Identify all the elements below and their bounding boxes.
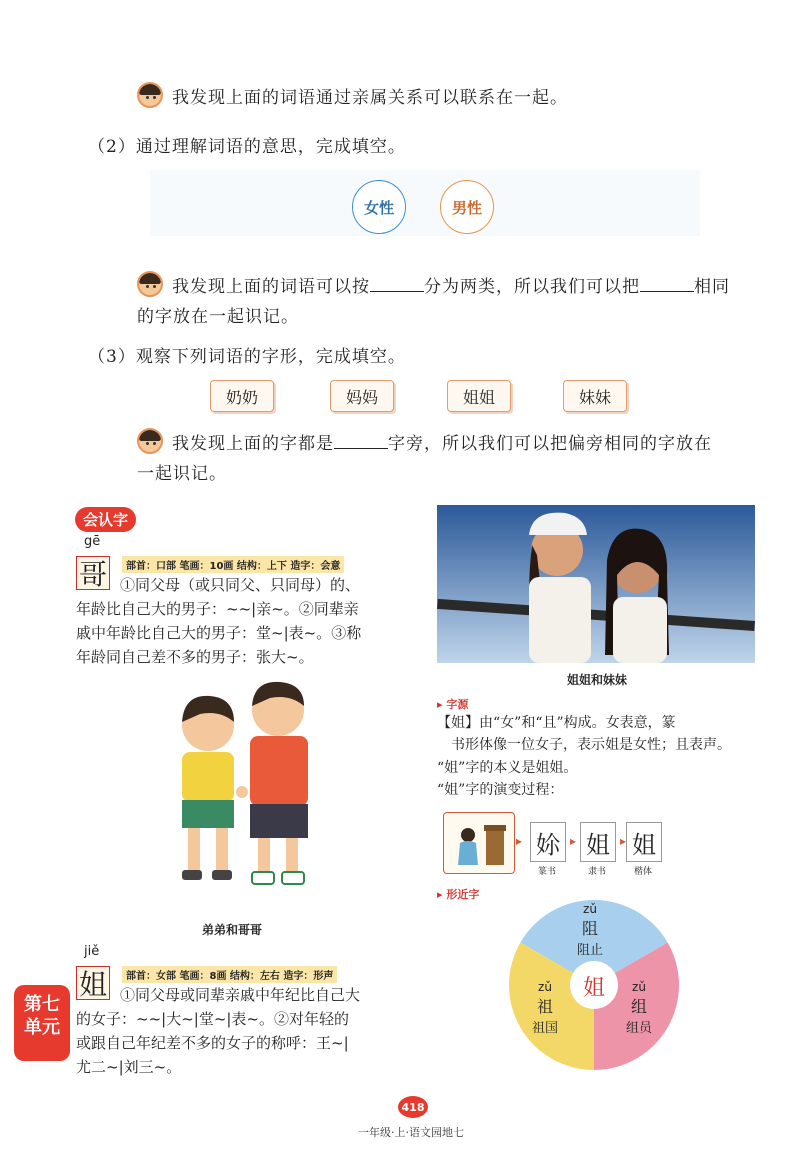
student-avatar-icon (137, 428, 163, 454)
char-ge-meta: 部首：口部 笔画：10画 结构：上下 造字：会意 (122, 556, 344, 573)
arrow-icon: ▸ (570, 834, 577, 848)
char-jie-box: 姐 (76, 966, 110, 1000)
arrow-icon: ▸ (620, 834, 627, 848)
boys-illustration (140, 680, 340, 895)
footer-text: 一年级·上·语文园地七 (358, 1126, 464, 1139)
fill-in-sentence-2: 我发现上面的词语可以按 分为两类，所以我们可以把 相同 (172, 277, 730, 297)
evolution-seal-script: 㚷 (530, 822, 566, 862)
evolution-label: 楷体 (634, 867, 653, 877)
char-jie-meta: 部首：女部 笔画：8画 结构：左右 造字：形声 (122, 966, 337, 983)
question-3-heading: （3）观察下列词语的字形，完成填空。 (88, 347, 406, 367)
evolution-label: 篆书 (538, 867, 557, 877)
definition-line: ①同父母或同辈亲戚中年纪比自己大 (120, 986, 361, 1004)
word-card: 妈妈 (330, 380, 394, 412)
wheel-left-entry: zǔ 祖 祖国 (531, 980, 558, 1036)
definition-line: 年龄同自己差不多的男子：张大~。 (76, 648, 314, 666)
female-circle: 女性 (352, 180, 406, 234)
definition-line: 或跟自己年纪差不多的女子的称呼：王~| (76, 1034, 349, 1052)
student-avatar-icon (137, 271, 163, 297)
evolution-regular-script: 姐 (626, 822, 662, 862)
pictograph-illustration (443, 812, 515, 874)
word-card: 奶奶 (210, 380, 274, 412)
definition-line: 年龄比自己大的男子：~~|亲~。②同辈亲 (76, 600, 359, 618)
page-number: 418 (398, 1096, 428, 1118)
blank-field[interactable] (370, 277, 424, 292)
origin-tag: ▸ 字源 (437, 698, 469, 711)
unit-tab: 第七 单元 (14, 985, 70, 1061)
wheel-top-entry: zǔ 阻 阻止 (576, 902, 603, 958)
fill-in-sentence-2-line2: 的字放在一起识记。 (137, 307, 299, 327)
similar-chars-tag: ▸ 形近字 (437, 888, 480, 901)
blank-field[interactable] (334, 434, 388, 449)
evolution-label: 隶书 (588, 867, 607, 877)
definition-line: 戚中年龄比自己大的男子：堂~|表~。③称 (76, 624, 362, 642)
word-card: 妹妹 (563, 380, 627, 412)
definition-line: 的女子：~~|大~|堂~|表~。②对年轻的 (76, 1010, 350, 1028)
char-ge-box: 哥 (76, 556, 110, 590)
blank-field[interactable] (640, 277, 694, 292)
wheel-center-char: 姐 (582, 976, 605, 1001)
definition-line: 尤二~|刘三~。 (76, 1058, 182, 1076)
boys-caption: 弟弟和哥哥 (202, 923, 263, 937)
student-avatar-icon (137, 82, 163, 108)
word-card: 姐姐 (447, 380, 511, 412)
observation-sentence-1: 我发现上面的词语通过亲属关系可以联系在一起。 (172, 88, 568, 108)
definition-line: ①同父母（或只同父、只同母）的、 (120, 576, 361, 594)
learn-characters-title: 会认字 (75, 507, 136, 532)
image-area-background (150, 170, 700, 236)
sisters-caption: 姐姐和妹妹 (567, 673, 628, 687)
evolution-clerical-script: 姐 (580, 822, 616, 862)
wheel-right-entry: zǔ 组 组员 (625, 980, 652, 1036)
pinyin-ge: gē (84, 534, 101, 549)
arrow-icon: ▸ (516, 834, 523, 848)
fill-in-sentence-3: 我发现上面的字都是 字旁，所以我们可以把偏旁相同的字放在 (172, 434, 712, 454)
fill-in-sentence-3-line2: 一起识记。 (137, 464, 227, 484)
pinyin-jie: jiě (84, 944, 100, 959)
sisters-photo (437, 505, 755, 663)
male-circle: 男性 (440, 180, 494, 234)
origin-text: 【姐】由“女”和“且”构成。女表意，篆 书形体像一位女子，表示姐是女性；且表声。 “姐”字的本义是姐姐。 “姐”字的演变过程： (437, 715, 731, 799)
question-2-heading: （2）通过理解词语的意思，完成填空。 (88, 137, 406, 157)
